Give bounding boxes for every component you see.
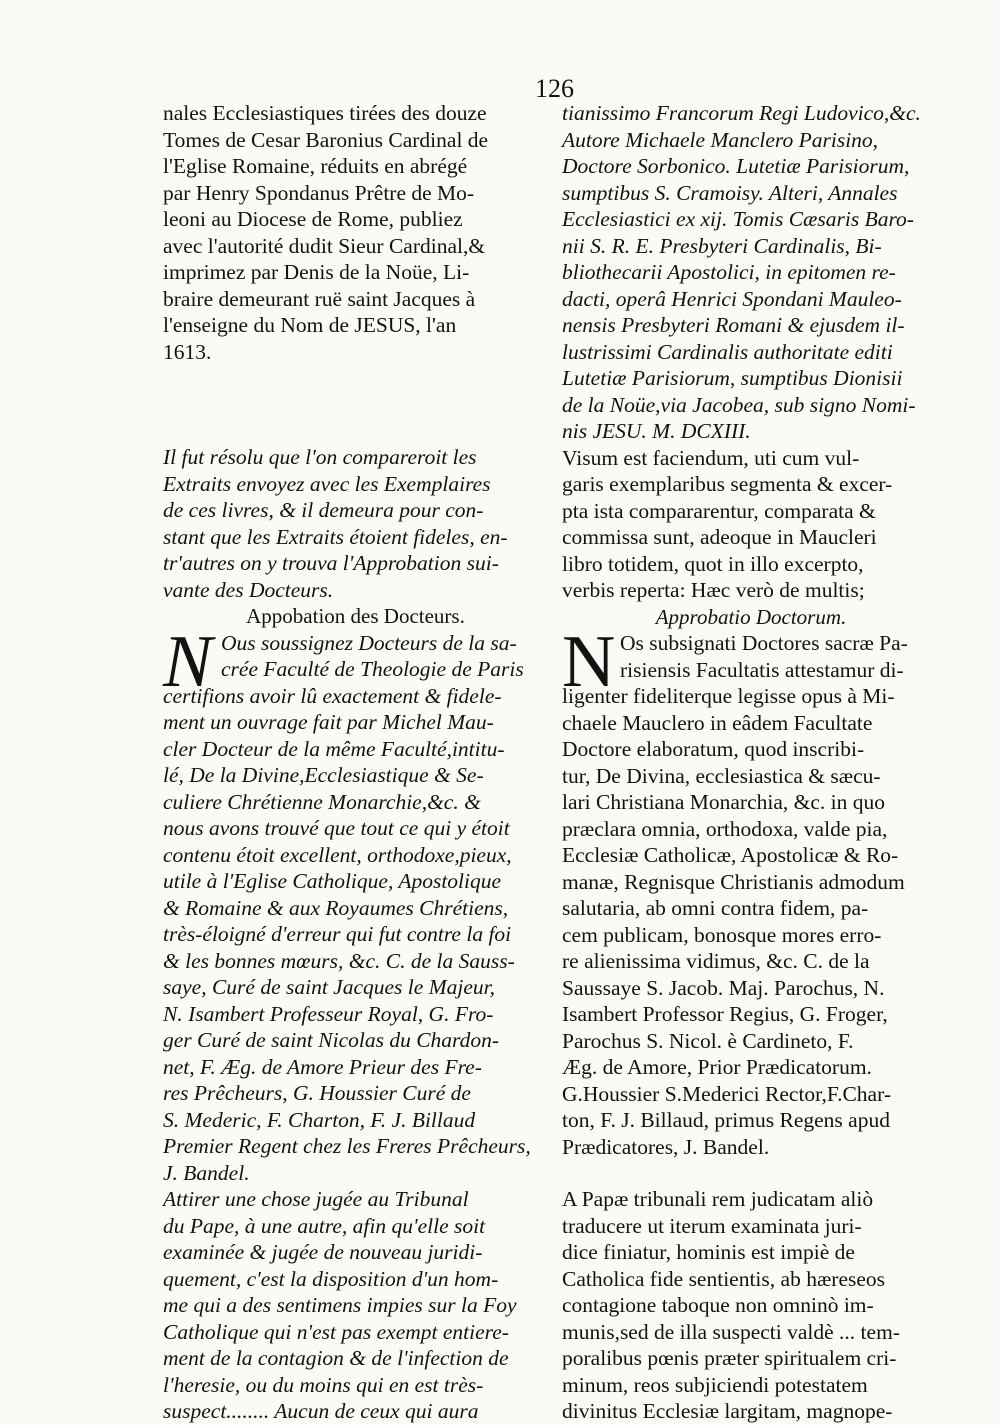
text-line: contagione taboque non omninò im-	[562, 1293, 874, 1317]
text-line: Catholica fide sentientis, ab hæreseos	[562, 1266, 886, 1291]
right-intro-paragraph	[562, 100, 940, 445]
text-line: re alienissima vidimus, &c. C. de la	[562, 949, 870, 973]
text-line: suspect........ Aucun de ceux qui aura	[163, 1399, 479, 1423]
text-line: Os subsignati Doctores sacræ Pa-	[620, 631, 908, 655]
text-line: Autore Michaele Manclero Parisino,	[562, 127, 879, 152]
text-line: chaele Mauclero in eâdem Facultate	[562, 710, 873, 735]
text-line: Ecclesiastici ex xij. Tomis Cæsaris Baro-	[562, 207, 914, 231]
text-line: & Romaine & aux Royaumes Chrétiens,	[163, 895, 509, 920]
approbation-heading: Appobation des Docteurs.	[246, 604, 465, 628]
text-line: Visum est faciendum, uti cum vul-	[562, 445, 860, 470]
text-line: ment de la contagion & de l'infection de	[163, 1346, 509, 1370]
text-line: pta ista compararentur, comparata &	[562, 498, 876, 523]
text-line: crée Faculté de Theologie de Paris	[221, 657, 524, 681]
spacer	[163, 418, 548, 444]
text-line: G.Houssier S.Mederici Rector,F.Char-	[562, 1081, 891, 1106]
text-line: contenu étoit excellent, orthodoxe,pieux,	[163, 842, 512, 867]
text-line: Æg. de Amore, Prior Prædicatorum.	[562, 1055, 872, 1079]
text-line: J. Bandel.	[163, 1160, 250, 1185]
text-line: de la Noüe,via Jacobea, sub signo Nomi-	[562, 392, 916, 417]
text-line: quement, c'est la disposition d'un hom-	[163, 1266, 499, 1291]
text-line: braire demeurant ruë saint Jacques à	[163, 286, 476, 311]
approbatio-heading: Approbatio Doctorum.	[655, 604, 847, 629]
text-line: Isambert Professor Regius, G. Froger,	[562, 1002, 888, 1026]
text-line: commissa sunt, adeoque in Maucleri	[562, 525, 877, 549]
text-line: par Henry Spondanus Prêtre de Mo-	[163, 180, 475, 205]
drop-cap: N	[163, 620, 213, 703]
page-number: 126	[535, 74, 574, 103]
text-line: Tomes de Cesar Baronius Cardinal de	[163, 127, 489, 152]
right-final-paragraph	[562, 1186, 940, 1425]
left-resolution-paragraph	[163, 444, 548, 603]
text-line: res Prêcheurs, G. Houssier Curé de	[163, 1081, 471, 1105]
text-line: Lutetiæ Parisiorum, sumptibus Dionisii	[562, 366, 903, 390]
text-line: certifions avoir lû exactement & fidele-	[163, 683, 502, 708]
left-column	[163, 100, 548, 1425]
text-line: ligenter fideliterque legisse opus à Mi-	[562, 684, 895, 708]
text-line: de ces livres, & il demeura pour con-	[163, 498, 484, 522]
text-line: culiere Chrétienne Monarchie,&c. &	[163, 789, 481, 814]
text-line: poralibus pœnis præter spiritualem cri-	[562, 1346, 897, 1370]
text-line: vante des Docteurs.	[163, 577, 334, 602]
text-line: N. Isambert Professeur Royal, G. Fro-	[163, 1001, 494, 1026]
text-line: Ecclesiæ Catholicæ, Apostolicæ & Ro-	[562, 843, 899, 867]
text-line: Extraits envoyez avec les Exemplaires	[163, 471, 491, 496]
text-line: præclara omnia, orthodoxa, valde pia,	[562, 816, 888, 841]
text-line: Parochus S. Nicol. è Cardineto, F.	[562, 1028, 854, 1053]
text-line: A Papæ tribunali rem judicatam aliò	[562, 1187, 874, 1211]
text-line: leoni au Diocese de Rome, publiez	[163, 207, 463, 231]
left-final-paragraph	[163, 1186, 548, 1425]
text-line: ger Curé de saint Nicolas du Chardon-	[163, 1028, 500, 1052]
text-line: & les bonnes mœurs, &c. C. de la Sauss-	[163, 948, 515, 973]
text-line: Catholique qui n'est pas exempt entiere-	[163, 1319, 509, 1344]
text-line: Prædicatores, J. Bandel.	[562, 1134, 770, 1159]
text-line: risiensis Facultatis attestamur di-	[620, 657, 904, 682]
text-line: nensis Presbyteri Romani & ejusdem il-	[562, 313, 905, 337]
text-line: manæ, Regnisque Christianis admodum	[562, 869, 905, 894]
spacer	[163, 365, 548, 418]
text-line: nis JESU. M. DCXIII.	[562, 419, 751, 443]
approbatio-paragraph	[562, 621, 940, 1160]
text-line: lé, De la Divine,Ecclesiastique & Se-	[163, 763, 484, 787]
text-line: nous avons trouvé que tout ce qui y étoit	[163, 816, 510, 840]
text-line: lari Christiana Monarchia, &c. in quo	[562, 790, 886, 814]
text-line: bliothecarii Apostolici, in epitomen re-	[562, 260, 896, 284]
text-line: utile à l'Eglise Catholique, Apostolique	[163, 869, 502, 893]
right-visum-paragraph	[562, 445, 940, 604]
text-line: minum, reos subjiciendi potestatem	[562, 1372, 868, 1397]
text-line: 1613.	[163, 339, 212, 364]
text-line: cler Docteur de la même Faculté,intitu-	[163, 736, 505, 761]
right-column	[562, 100, 940, 1425]
text-line: avec l'autorité dudit Sieur Cardinal,&	[163, 233, 486, 258]
text-line: l'Eglise Romaine, réduits en abrégé	[163, 154, 468, 178]
approbation-paragraph	[163, 620, 548, 1187]
spacer	[562, 1160, 940, 1186]
text-line: tr'autres on y trouva l'Approbation sui-	[163, 551, 499, 575]
text-line: divinitus Ecclesiæ largitam, magnope-	[562, 1399, 893, 1423]
text-line: Attirer une chose jugée au Tribunal	[163, 1187, 469, 1211]
text-line: Doctore elaboratum, quod inscribi-	[562, 737, 865, 761]
text-line: salutaria, ab omni contra fidem, pa-	[562, 896, 869, 920]
text-line: du Pape, à une autre, afin qu'elle soit	[163, 1213, 486, 1238]
text-line: nii S. R. E. Presbyteri Cardinalis, Bi-	[562, 233, 882, 258]
text-line: Il fut résolu que l'on compareroit les	[163, 445, 477, 469]
text-line: tur, De Divina, ecclesiastica & sæcu-	[562, 763, 881, 788]
text-line: garis exemplaribus segmenta & excer-	[562, 472, 893, 496]
text-line: S. Mederic, F. Charton, F. J. Billaud	[163, 1107, 476, 1132]
text-line: très-éloigné d'erreur qui fut contre la foi	[163, 922, 512, 946]
drop-cap: N	[562, 621, 616, 703]
text-line: stant que les Extraits étoient fideles, en-	[163, 524, 508, 549]
text-line: verbis reperta: Hæc verò de multis;	[562, 578, 865, 602]
text-line: munis,sed de illa suspecti valdè ... tem-	[562, 1319, 900, 1344]
text-line: Ous soussignez Docteurs de la sa-	[221, 630, 517, 655]
text-line: l'enseigne du Nom de JESUS, l'an	[163, 313, 457, 337]
text-line: cem publicam, bonosque mores erro-	[562, 922, 882, 947]
text-line: sumptibus S. Cramoisy. Alteri, Annales	[562, 180, 898, 205]
text-line: Premier Regent chez les Freres Prêcheurs,	[163, 1134, 531, 1158]
text-line: net, F. Æg. de Amore Prieur des Fre-	[163, 1054, 482, 1079]
text-line: dice finiatur, hominis est impiè de	[562, 1240, 855, 1264]
text-line: Saussaye S. Jacob. Maj. Parochus, N.	[562, 975, 885, 1000]
text-line: ment un ouvrage fait par Michel Mau-	[163, 710, 494, 734]
text-line: dacti, operâ Henrici Spondani Mauleo-	[562, 286, 902, 311]
text-line: l'heresie, ou du moins qui en est très-	[163, 1372, 484, 1397]
text-line: libro totidem, quot in illo excerpto,	[562, 551, 864, 576]
text-line: imprimez par Denis de la Noüe, Li-	[163, 260, 470, 284]
text-line: ton, F. J. Billaud, primus Regens apud	[562, 1108, 890, 1132]
left-intro-paragraph	[163, 100, 548, 365]
text-line: examinée & jugée de nouveau juridi-	[163, 1240, 483, 1264]
text-line: nales Ecclesiastiques tirées des douze	[163, 101, 487, 125]
text-line: lustrissimi Cardinalis authoritate editi	[562, 339, 893, 364]
text-line: tianissimo Francorum Regi Ludovico,&c.	[562, 101, 921, 125]
text-line: traducere ut iterum examinata juri-	[562, 1213, 862, 1238]
text-line: Doctore Sorbonico. Lutetiæ Parisiorum,	[562, 154, 910, 178]
text-line: me qui a des sentimens impies sur la Foy	[163, 1293, 517, 1317]
text-line: saye, Curé de saint Jacques le Majeur,	[163, 975, 495, 999]
